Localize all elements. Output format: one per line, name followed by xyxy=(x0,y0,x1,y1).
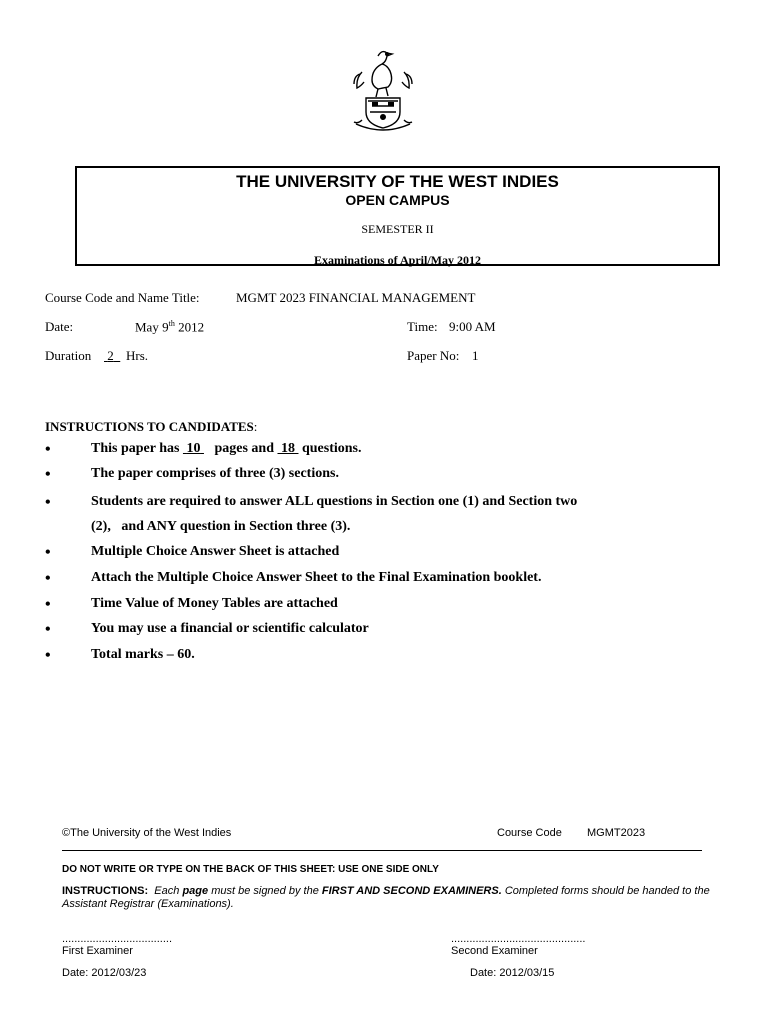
exam-period: Examinations of April/May 2012 xyxy=(313,253,481,267)
bullet-icon: • xyxy=(45,647,51,664)
instruction-item-continued xyxy=(45,519,725,544)
course-label: Course Code and Name Title: xyxy=(45,290,200,305)
pages-pre: This paper has xyxy=(91,441,180,456)
instruction-item xyxy=(45,544,725,570)
first-examiner-signature-line: .................................... xyxy=(62,933,173,945)
pages-number: 10 xyxy=(186,441,201,456)
marks-text: Total marks – 60. xyxy=(91,647,195,662)
instructions-heading xyxy=(45,419,257,435)
second-examiner-signature-line: ............................................ xyxy=(451,933,586,945)
bullet-icon: • xyxy=(45,544,51,561)
instruction-item xyxy=(45,647,725,672)
instr-part2: must be signed by the xyxy=(211,885,319,897)
instructions-heading-colon: : xyxy=(253,419,258,434)
instr-page: page xyxy=(182,885,209,897)
duration-value xyxy=(104,348,120,364)
duration-number: 2 xyxy=(107,348,114,363)
mc-attached-text: Multiple Choice Answer Sheet is attached xyxy=(91,544,340,559)
questions-number: 18 xyxy=(280,441,295,456)
instr-part1: Each xyxy=(154,885,180,897)
examiner-instructions xyxy=(62,885,722,911)
bullet-icon: • xyxy=(45,466,51,483)
instruction-item xyxy=(45,621,725,647)
instruction-item xyxy=(45,466,725,494)
paper-value: 1 xyxy=(472,348,479,363)
bullet-icon: • xyxy=(45,570,51,587)
instructions-label: INSTRUCTIONS: xyxy=(62,885,149,897)
pages-value xyxy=(183,441,204,456)
instr-part3: Completed forms should be handed to the Assistant Registrar (Examinations). xyxy=(62,885,710,910)
bullet-icon: • xyxy=(45,621,51,638)
calculator-text: You may use a financial or scientific calculator xyxy=(91,621,369,636)
questions-value xyxy=(277,441,298,456)
copyright: ©The University of the West Indies xyxy=(62,827,232,839)
sections-text: The paper comprises of three (3) sections. xyxy=(91,466,339,481)
semester-label: SEMESTER II xyxy=(361,222,434,236)
instr-examiners: FIRST AND SECOND EXAMINERS. xyxy=(321,885,502,897)
mc-attach-text: Attach the Multiple Choice Answer Sheet to the Final Examination booklet. xyxy=(91,570,542,585)
tvm-text: Time Value of Money Tables are attached xyxy=(91,596,338,611)
bullet-icon: • xyxy=(45,494,51,511)
first-examiner-date: Date: 2012/03/23 xyxy=(62,967,147,979)
date-value xyxy=(135,319,204,335)
course-code-value: MGMT2023 xyxy=(587,827,646,839)
date-label: Date: xyxy=(45,319,74,334)
footer-divider xyxy=(62,850,702,851)
questions-post: questions. xyxy=(301,441,362,456)
instruction-item xyxy=(45,596,725,621)
instruction-list xyxy=(45,441,725,672)
time-label: Time: xyxy=(407,319,438,334)
date-day: May 9 xyxy=(135,319,169,335)
campus-title: OPEN CAMPUS xyxy=(345,192,450,208)
instruction-item xyxy=(45,441,725,466)
second-examiner-date: Date: 2012/03/15 xyxy=(470,967,555,979)
duration-label: Duration xyxy=(45,348,92,363)
first-examiner-label: First Examiner xyxy=(62,945,133,957)
time-value: 9:00 AM xyxy=(449,319,496,334)
required-text-line1: Students are required to answer ALL questions in Section one (1) and Section two xyxy=(91,494,578,509)
date-year: 2012 xyxy=(174,319,205,335)
university-title: THE UNIVERSITY OF THE WEST INDIES xyxy=(236,172,559,191)
course-value: MGMT 2023 FINANCIAL MANAGEMENT xyxy=(236,290,476,305)
bullet-icon: • xyxy=(45,596,51,613)
instructions-heading-text: INSTRUCTIONS TO CANDIDATES xyxy=(45,419,254,434)
pages-mid: pages and xyxy=(214,441,274,456)
single-side-warning: DO NOT WRITE OR TYPE ON THE BACK OF THIS SHEET: USE ONE SIDE ONLY xyxy=(62,864,439,875)
duration-unit: Hrs. xyxy=(126,348,149,363)
exam-header-box xyxy=(75,166,720,266)
instruction-item xyxy=(45,494,725,519)
course-code-label: Course Code xyxy=(497,827,562,839)
university-crest-icon xyxy=(348,46,418,134)
required-text-line2: (2), and ANY question in Section three (3). xyxy=(91,519,351,534)
date-sup: th xyxy=(168,319,175,328)
second-examiner-label: Second Examiner xyxy=(451,945,538,957)
paper-label: Paper No: xyxy=(407,348,460,363)
instruction-item xyxy=(45,570,725,596)
bullet-icon: • xyxy=(45,441,51,458)
